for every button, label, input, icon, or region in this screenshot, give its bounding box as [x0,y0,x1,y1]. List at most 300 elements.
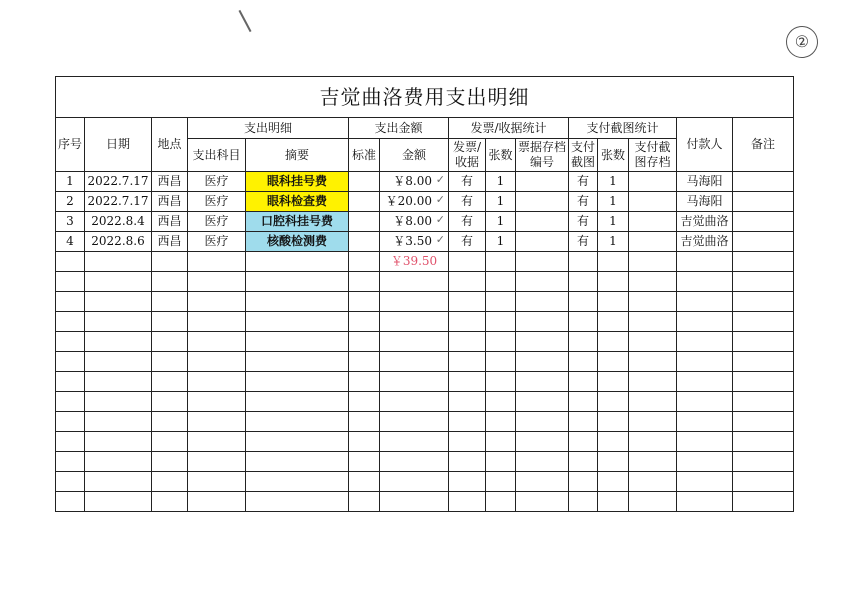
table-body [56,77,794,512]
empty-cell [152,452,188,472]
empty-cell [598,452,629,472]
empty-cell [486,392,516,412]
empty-cell [152,372,188,392]
empty-row [56,292,794,312]
empty-cell [486,292,516,312]
empty-cell [598,352,629,372]
empty-cell [449,372,486,392]
expense-sheet [55,76,793,512]
empty-cell [188,292,246,312]
cell-summary: 口腔科挂号费 [246,212,349,232]
empty-row [56,452,794,472]
empty-cell [516,432,569,452]
check-mark-icon: ✓ [435,233,445,246]
check-mark-icon: ✓ [435,173,445,186]
cell-category: 医疗 [188,172,246,192]
empty-cell [85,292,152,312]
cell-invoice-count: 1 [486,172,516,192]
empty-cell [598,372,629,392]
empty-cell [569,432,598,452]
cell-payer: 吉觉曲洛 [677,212,733,232]
empty-row [56,432,794,452]
empty-cell [85,492,152,512]
cell-place: 西昌 [152,212,188,232]
empty-cell [349,292,380,312]
empty-cell [629,332,677,352]
empty-cell [486,272,516,292]
empty-cell [677,332,733,352]
empty-cell [152,252,188,272]
empty-cell [629,372,677,392]
empty-cell [56,452,85,472]
empty-cell [449,412,486,432]
empty-cell [569,412,598,432]
empty-cell [677,252,733,272]
empty-row [56,392,794,412]
cell-remarks [733,192,794,212]
empty-cell [677,492,733,512]
header-summary: 摘要 [246,139,349,172]
cell-amount [380,212,449,232]
empty-cell [677,272,733,292]
empty-cell [516,312,569,332]
empty-cell [677,432,733,452]
cell-invoice: 有 [449,212,486,232]
empty-cell [733,292,794,312]
empty-cell [188,312,246,332]
cell-category: 医疗 [188,192,246,212]
empty-cell [85,452,152,472]
empty-cell [629,272,677,292]
empty-cell [598,272,629,292]
empty-cell [380,312,449,332]
empty-cell [733,452,794,472]
empty-cell [629,472,677,492]
total-amount: ￥39.50 [380,252,449,272]
empty-cell [380,492,449,512]
table-row [56,212,794,232]
empty-cell [598,292,629,312]
empty-cell [629,252,677,272]
cell-screenshot: 有 [569,232,598,252]
empty-cell [598,252,629,272]
empty-cell [486,452,516,472]
cell-screenshot-archive [629,232,677,252]
empty-cell [380,432,449,452]
empty-cell [380,332,449,352]
cell-invoice-count: 1 [486,192,516,212]
empty-cell [449,272,486,292]
cell-screenshot: 有 [569,192,598,212]
cell-date: 2022.7.17 [85,172,152,192]
cell-date: 2022.8.6 [85,232,152,252]
empty-cell [188,332,246,352]
cell-remarks [733,212,794,232]
header-standard: 标准 [349,139,380,172]
empty-cell [677,392,733,412]
empty-cell [449,332,486,352]
empty-cell [56,352,85,372]
empty-cell [569,452,598,472]
empty-cell [152,392,188,412]
cell-standard [349,212,380,232]
empty-cell [246,292,349,312]
cell-invoice: 有 [449,172,486,192]
cell-invoice-count: 1 [486,212,516,232]
empty-cell [629,452,677,472]
cell-screenshot: 有 [569,212,598,232]
header-expense-category: 支出科目 [188,139,246,172]
cell-screenshot-count: 1 [598,172,629,192]
cell-standard [349,232,380,252]
empty-cell [516,332,569,352]
empty-cell [516,492,569,512]
empty-cell [733,352,794,372]
empty-cell [449,492,486,512]
empty-cell [188,392,246,412]
empty-cell [449,432,486,452]
header-screenshot-archive: 支付截图存档 [629,139,677,172]
empty-cell [246,252,349,272]
cell-seq: 3 [56,212,85,232]
cell-amount [380,192,449,212]
cell-invoice-no [516,232,569,252]
empty-cell [569,472,598,492]
empty-cell [188,412,246,432]
empty-cell [380,392,449,412]
header-payer: 付款人 [677,118,733,172]
empty-cell [516,392,569,412]
expense-table [55,76,794,512]
empty-cell [449,472,486,492]
cell-remarks [733,172,794,192]
empty-cell [486,312,516,332]
cell-invoice-no [516,172,569,192]
empty-cell [380,472,449,492]
cell-category: 医疗 [188,232,246,252]
empty-cell [246,432,349,452]
cell-invoice: 有 [449,232,486,252]
cell-screenshot-archive [629,172,677,192]
empty-cell [449,452,486,472]
empty-cell [486,492,516,512]
empty-cell [449,312,486,332]
empty-cell [188,252,246,272]
empty-cell [677,452,733,472]
empty-cell [246,332,349,352]
cell-screenshot-archive [629,192,677,212]
empty-cell [733,372,794,392]
empty-cell [349,492,380,512]
empty-cell [486,432,516,452]
empty-cell [85,312,152,332]
empty-cell [349,352,380,372]
cell-invoice: 有 [449,192,486,212]
empty-cell [733,332,794,352]
header-remarks: 备注 [733,118,794,172]
amount-value: ￥3.50 [393,234,432,248]
empty-row [56,472,794,492]
empty-cell [188,492,246,512]
cell-seq: 2 [56,192,85,212]
empty-cell [56,372,85,392]
total-row [56,252,794,272]
empty-cell [677,412,733,432]
amount-value: ￥8.00 [393,174,432,188]
empty-row [56,312,794,332]
empty-cell [349,272,380,292]
empty-cell [56,492,85,512]
empty-cell [349,452,380,472]
empty-cell [349,332,380,352]
empty-cell [152,332,188,352]
empty-cell [486,372,516,392]
header-screenshot-count: 张数 [598,139,629,172]
empty-cell [152,492,188,512]
empty-row [56,332,794,352]
empty-cell [188,472,246,492]
empty-cell [380,352,449,372]
empty-cell [152,432,188,452]
empty-cell [677,472,733,492]
header-invoice-receipt: 发票/收据 [449,139,486,172]
cell-amount [380,232,449,252]
empty-cell [449,392,486,412]
cell-seq: 4 [56,232,85,252]
empty-cell [152,272,188,292]
empty-cell [516,252,569,272]
cell-screenshot-archive [629,212,677,232]
header-date: 日期 [85,118,152,172]
header-amount: 金额 [380,139,449,172]
empty-row [56,372,794,392]
empty-cell [380,272,449,292]
empty-row [56,412,794,432]
empty-cell [598,332,629,352]
empty-cell [56,472,85,492]
empty-cell [569,492,598,512]
empty-cell [569,252,598,272]
empty-cell [629,392,677,412]
empty-cell [677,312,733,332]
empty-cell [246,312,349,332]
empty-cell [449,252,486,272]
empty-cell [598,432,629,452]
cell-place: 西昌 [152,172,188,192]
empty-cell [629,352,677,372]
header-screenshot-stats: 支付截图统计 [569,118,677,139]
header-expense-detail: 支出明细 [188,118,349,139]
empty-cell [349,472,380,492]
empty-cell [56,292,85,312]
empty-cell [598,392,629,412]
cell-invoice-no [516,192,569,212]
empty-row [56,352,794,372]
empty-cell [516,452,569,472]
empty-cell [598,312,629,332]
amount-value: ￥8.00 [393,214,432,228]
empty-cell [246,352,349,372]
empty-cell [56,272,85,292]
cell-screenshot: 有 [569,172,598,192]
empty-cell [152,292,188,312]
empty-cell [733,392,794,412]
empty-cell [380,412,449,432]
cell-screenshot-count: 1 [598,212,629,232]
empty-cell [152,352,188,372]
cell-summary: 核酸检测费 [246,232,349,252]
empty-cell [85,412,152,432]
empty-cell [733,472,794,492]
amount-value: ￥20.00 [385,194,432,208]
empty-row [56,492,794,512]
empty-cell [733,412,794,432]
empty-cell [516,372,569,392]
cell-date: 2022.7.17 [85,192,152,212]
empty-cell [246,492,349,512]
empty-cell [349,432,380,452]
empty-cell [85,472,152,492]
empty-cell [516,272,569,292]
empty-cell [246,452,349,472]
header-invoice-archive-no: 票据存档编号 [516,139,569,172]
empty-cell [85,332,152,352]
empty-cell [449,292,486,312]
empty-cell [449,352,486,372]
empty-cell [380,372,449,392]
empty-cell [85,432,152,452]
empty-cell [188,372,246,392]
empty-cell [56,332,85,352]
empty-cell [152,412,188,432]
empty-cell [733,252,794,272]
empty-cell [629,412,677,432]
cell-date: 2022.8.4 [85,212,152,232]
cell-standard [349,192,380,212]
empty-cell [569,272,598,292]
empty-cell [733,492,794,512]
empty-cell [516,352,569,372]
empty-cell [569,372,598,392]
pen-stroke-mark [238,10,251,32]
cell-screenshot-count: 1 [598,192,629,212]
empty-cell [569,312,598,332]
table-row [56,172,794,192]
empty-cell [677,352,733,372]
empty-cell [733,312,794,332]
cell-place: 西昌 [152,232,188,252]
header-place: 地点 [152,118,188,172]
empty-cell [188,452,246,472]
cell-amount [380,172,449,192]
empty-cell [733,432,794,452]
empty-cell [56,412,85,432]
empty-cell [486,252,516,272]
empty-cell [486,412,516,432]
empty-cell [486,472,516,492]
empty-cell [85,252,152,272]
empty-cell [598,492,629,512]
cell-payer: 马海阳 [677,172,733,192]
empty-cell [629,432,677,452]
header-expense-amount: 支出金额 [349,118,449,139]
empty-cell [629,312,677,332]
empty-cell [246,392,349,412]
empty-cell [733,272,794,292]
empty-cell [569,352,598,372]
cell-summary: 眼科检查费 [246,192,349,212]
empty-row [56,272,794,292]
empty-cell [349,372,380,392]
empty-cell [85,352,152,372]
empty-cell [486,352,516,372]
empty-cell [188,352,246,372]
empty-cell [56,312,85,332]
check-mark-icon: ✓ [435,213,445,226]
cell-place: 西昌 [152,192,188,212]
cell-category: 医疗 [188,212,246,232]
empty-cell [380,452,449,472]
empty-cell [569,392,598,412]
empty-cell [246,472,349,492]
empty-cell [598,472,629,492]
empty-cell [56,432,85,452]
cell-payer: 马海阳 [677,192,733,212]
empty-cell [188,432,246,452]
table-row [56,192,794,212]
header-payment-screenshot: 支付截图 [569,139,598,172]
empty-cell [349,392,380,412]
cell-invoice-no [516,212,569,232]
header-seq: 序号 [56,118,85,172]
empty-cell [380,292,449,312]
page-number-mark: ② [784,24,820,60]
empty-cell [516,292,569,312]
empty-cell [516,412,569,432]
cell-seq: 1 [56,172,85,192]
cell-screenshot-count: 1 [598,232,629,252]
empty-cell [486,332,516,352]
empty-cell [246,412,349,432]
cell-standard [349,172,380,192]
empty-cell [677,292,733,312]
empty-cell [569,292,598,312]
cell-remarks [733,232,794,252]
cell-payer: 吉觉曲洛 [677,232,733,252]
empty-cell [85,392,152,412]
cell-summary: 眼科挂号费 [246,172,349,192]
header-invoice-count: 张数 [486,139,516,172]
empty-cell [56,252,85,272]
empty-cell [152,312,188,332]
empty-cell [349,252,380,272]
check-mark-icon: ✓ [435,193,445,206]
empty-cell [629,492,677,512]
cell-invoice-count: 1 [486,232,516,252]
empty-cell [516,472,569,492]
empty-cell [349,412,380,432]
sheet-title: 吉觉曲洛费用支出明细 [56,77,794,118]
empty-cell [85,372,152,392]
empty-cell [246,372,349,392]
header-invoice-stats: 发票/收据统计 [449,118,569,139]
empty-cell [349,312,380,332]
table-row [56,232,794,252]
empty-cell [85,272,152,292]
empty-cell [677,372,733,392]
empty-cell [569,332,598,352]
empty-cell [152,472,188,492]
